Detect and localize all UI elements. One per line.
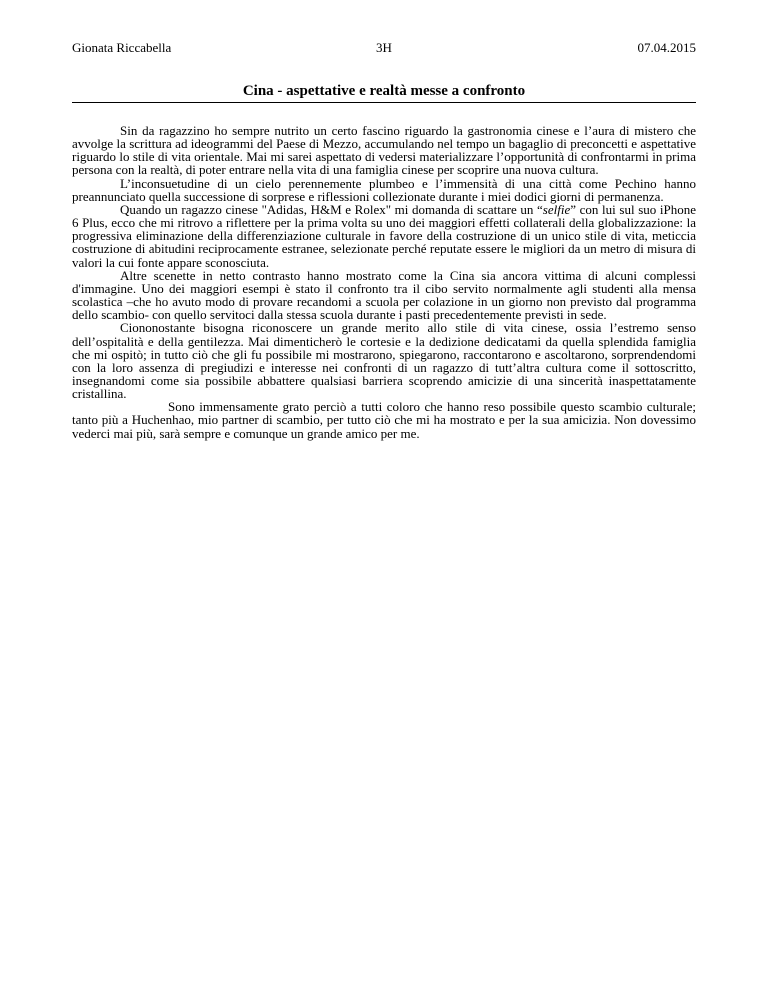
paragraph-4: Altre scenette in netto contrasto hanno mostrato come la Cina sia ancora vittima di alcuni complessi d'immagine. Uno dei maggiori esempi è stato il confronto tra il cibo servito normalmente agli studenti alla mensa scolastica –che ho avuto modo di provare recandomi a scuola per colazione in un giorno non previsto dal programma dello scambio- con quello servitoci dalla stessa scuola durante i pasti precedentemente previsti in sede. bbox=[72, 267, 696, 323]
header-date: 07.04.2015 bbox=[637, 40, 696, 55]
title-underline bbox=[72, 102, 696, 103]
header-author: Gionata Riccabella bbox=[72, 40, 172, 55]
paragraph-6: Sono immensamente grato perciò a tutti coloro che hanno reso possibile questo scambio culturale; tanto più a Huchenhao, mio partner di scambio, per tutto ciò che mi ha mostrato e per la sua amicizia. Non dovessimo vederci mai più, sarà sempre e comunque un grande amico per me. bbox=[72, 399, 696, 441]
paragraph-3-start: Quando un ragazzo cinese "Adidas, H&M e Rolex" mi domanda di scattare un “ bbox=[120, 201, 543, 217]
header-class: 3H bbox=[376, 40, 392, 55]
document-title: Cina - aspettative e realtà messe a confronto bbox=[242, 83, 526, 99]
document-body bbox=[72, 124, 696, 440]
paragraph-3-end: ” con lui sul suo iPhone 6 Plus, ecco che mi ritrovo a riflettere per la prima volta su uno dei maggiori effetti collaterali della globalizzazione: la progressiva eliminazione della differenziazione culturale in favore della costruzione di un unico stile di vita, meticcia costruzione di abitudini reciprocamente estranee, selezionate perché reputate essere le migliori da un metro di misura di valori la cui fonte appare sconosciuta. bbox=[72, 201, 696, 270]
paragraph-5: Ciononostante bisogna riconoscere un grande merito allo stile di vita cinese, ossia l’estremo senso dell’ospitalità e della gentilezza. Mai dimenticherò le cortesie e la dedizione dedicatami da quella splendida famiglia che mi ospitò; in tutto ciò che gli fu possibile mi mostrarono, spiegarono, raccontarono e ascoltarono, sorprendendomi con la loro assenza di pregiudizi e interesse nei confronti di un ragazzo di tutt’altra cultura come il sottoscritto, insegnandomi come sia possibile abbattere qualsiasi barriera scoprendo amicizie di una sincerità inaspettatamente cristallina. bbox=[72, 320, 696, 402]
selfie-word: selfie bbox=[542, 201, 571, 217]
paragraph-3 bbox=[72, 203, 696, 269]
paragraph-2: L’inconsuetudine di un cielo perennemente plumbeo e l’immensità di una città come Pechino hanno preannunciato quella successione di sorprese e riflessioni collezionate durante i miei dodici giorni di permanenza. bbox=[72, 175, 696, 204]
page-header bbox=[72, 40, 696, 56]
paragraph-1: Sin da ragazzino ho sempre nutrito un certo fascino riguardo la gastronomia cinese e l’aura di mistero che avvolge la scrittura ad ideogrammi del Paese di Mezzo, accumulando nel tempo un bagaglio di preconcetti e aspettative riguardo lo stile di vita orientale. Mai mi sarei aspettato di vedersi materializzare l’opportunità di confrontarmi in prima persona con la realtà, di poter entrare nella vita di una famiglia cinese per scoprire una nuova cultura. bbox=[72, 123, 696, 178]
